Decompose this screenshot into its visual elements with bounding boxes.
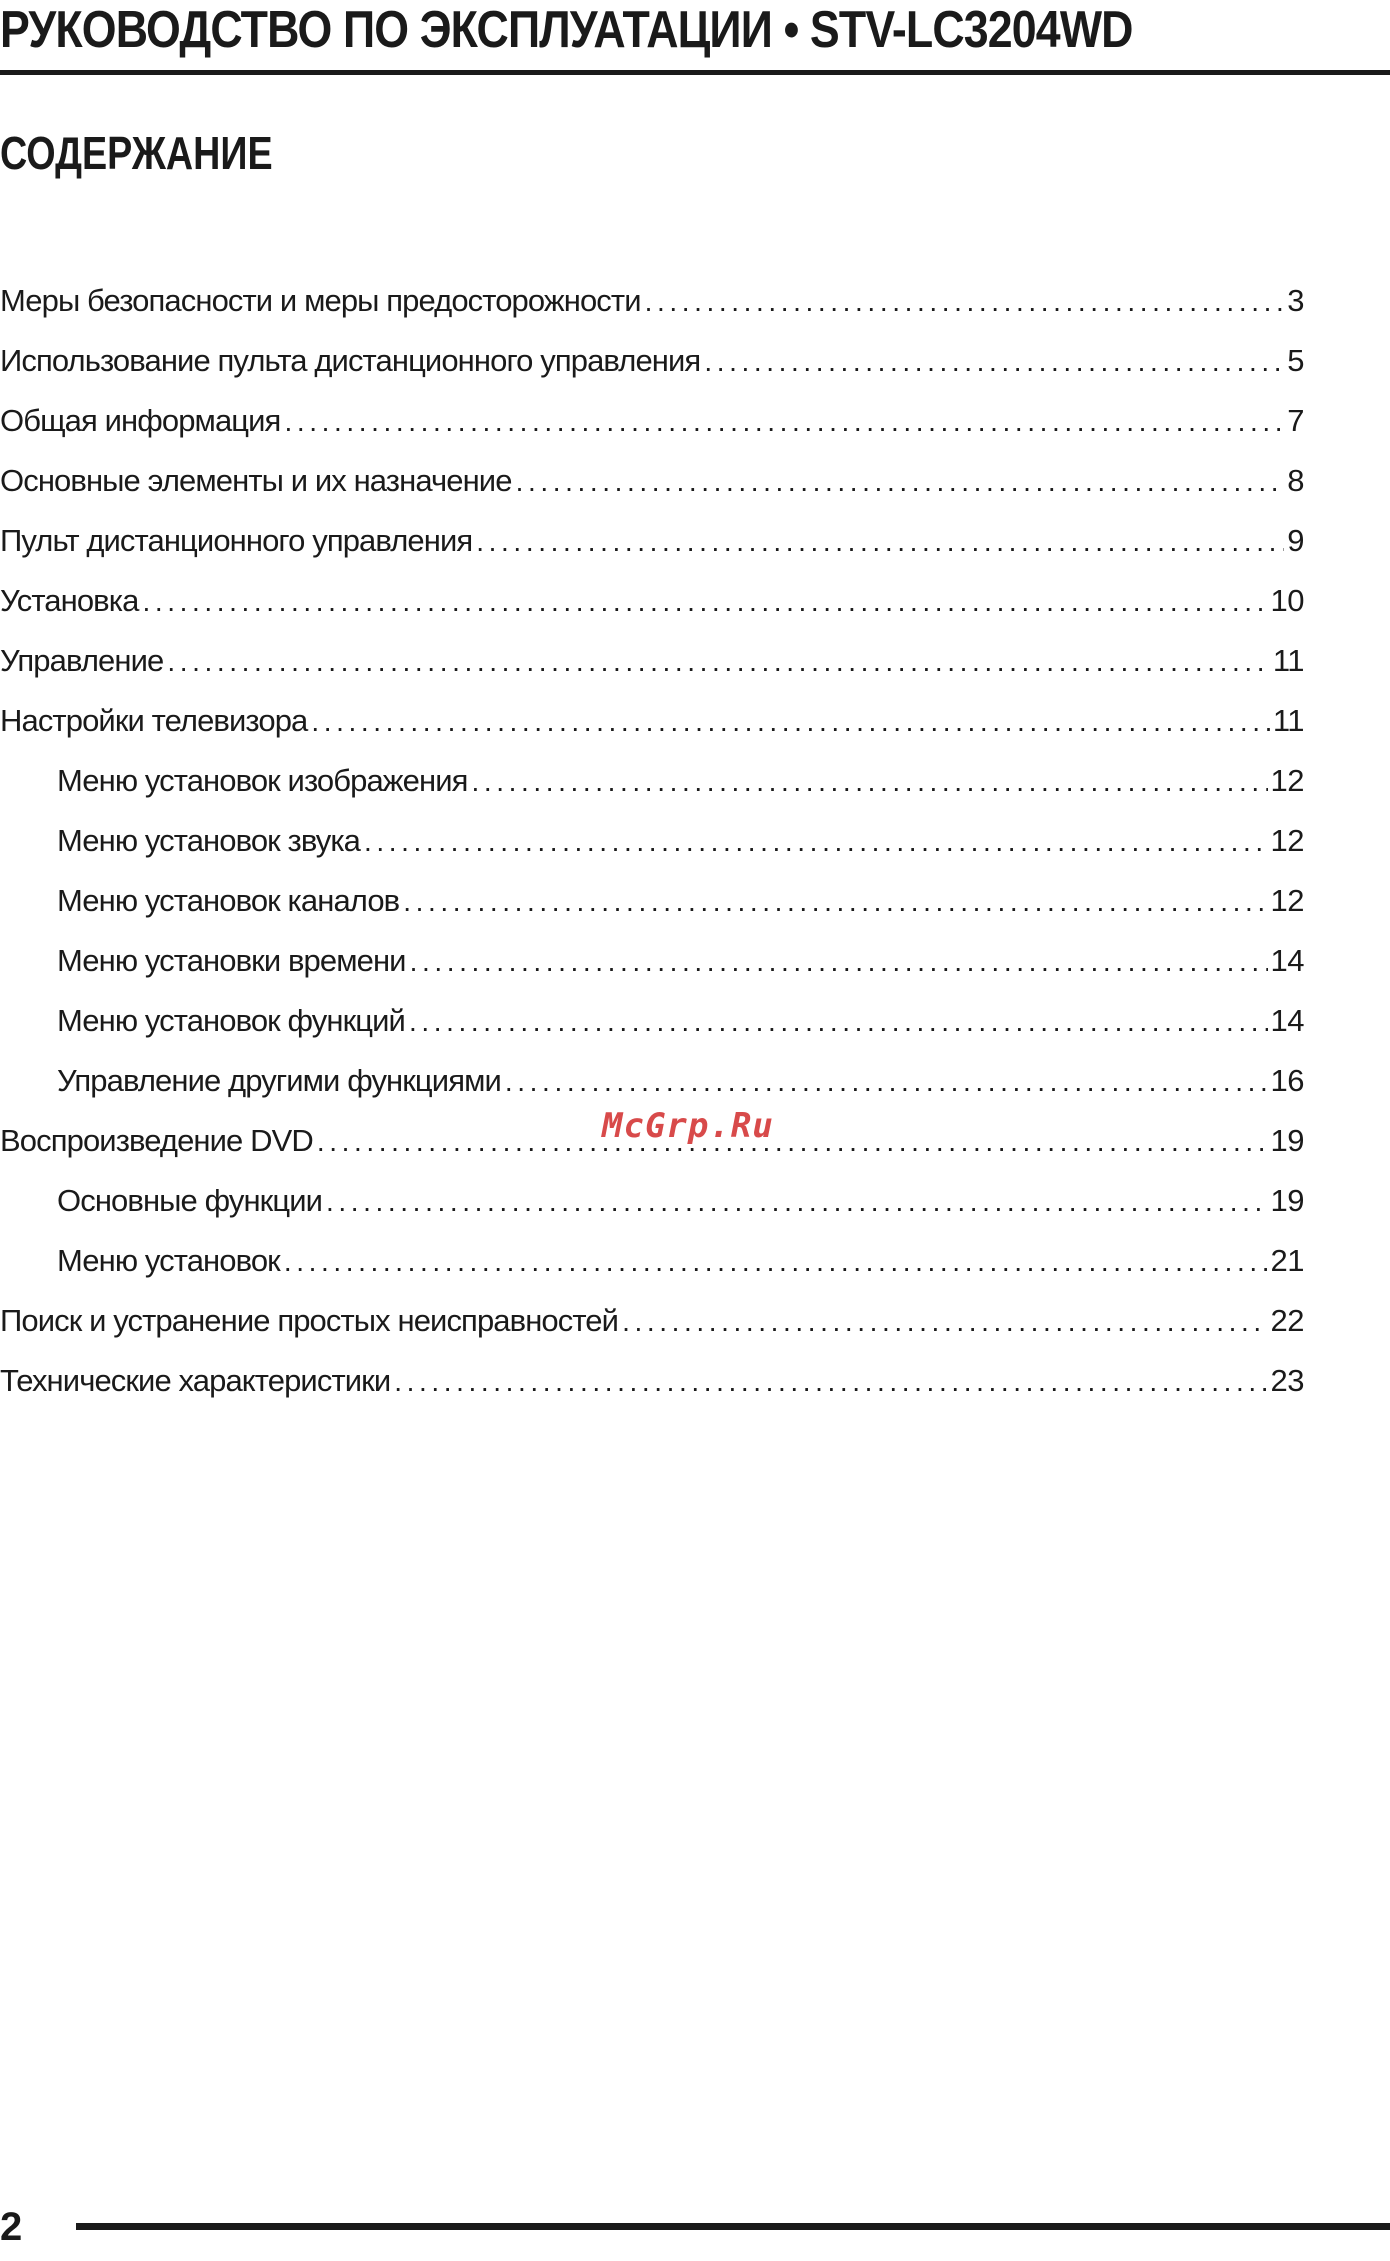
toc-entry-title: Воспроизведение DVD <box>0 1123 313 1158</box>
toc-entry-page: 23 <box>1270 1363 1304 1398</box>
toc-entry[interactable] <box>0 336 1304 386</box>
toc-entry-title: Меню установки времени <box>57 943 406 978</box>
toc-leader-dots <box>516 457 1285 507</box>
toc-entry-page: 12 <box>1270 763 1304 798</box>
toc-entry-title: Меню установок <box>57 1243 280 1278</box>
toc-entry[interactable] <box>0 636 1304 686</box>
toc-entry-title: Управление <box>0 643 164 678</box>
toc-entry-title: Пульт дистанционного управления <box>0 523 473 558</box>
toc-entry-title: Меню установок изображения <box>57 763 468 798</box>
toc-entry[interactable] <box>0 1296 1304 1346</box>
toc-leader-dots <box>326 1177 1267 1227</box>
toc-entry-page: 14 <box>1270 943 1304 978</box>
toc-leader-dots <box>284 1237 1268 1287</box>
toc-leader-dots <box>472 757 1268 807</box>
toc-entry-page: 5 <box>1287 343 1304 378</box>
toc-entry-page: 14 <box>1270 1003 1304 1038</box>
toc-entry-page: 3 <box>1287 283 1304 318</box>
toc-entry-title: Общая информация <box>0 403 281 438</box>
page-number: 2 <box>0 2205 23 2249</box>
toc-leader-dots <box>364 817 1267 867</box>
toc-entry-page: 16 <box>1270 1063 1304 1098</box>
toc-entry-title: Меры безопасности и меры предосторожности <box>0 283 641 318</box>
toc-leader-dots <box>645 277 1285 327</box>
toc-entry-title: Управление другими функциями <box>57 1063 501 1098</box>
toc-entry-page: 22 <box>1270 1303 1304 1338</box>
toc-subentry[interactable] <box>57 816 1304 866</box>
toc-leader-dots <box>311 697 1269 747</box>
toc-entry[interactable] <box>0 1356 1304 1406</box>
toc-leader-dots <box>317 1117 1268 1167</box>
toc-entry-title: Использование пульта дистанционного управления <box>0 343 701 378</box>
toc-leader-dots <box>167 637 1269 687</box>
toc-leader-dots <box>403 877 1267 927</box>
toc-subentry[interactable] <box>57 756 1304 806</box>
toc-entry-title: Поиск и устранение простых неисправностей <box>0 1303 619 1338</box>
toc-leader-dots <box>409 997 1268 1047</box>
toc-entry-page: 7 <box>1287 403 1304 438</box>
toc-subentry[interactable] <box>57 1236 1304 1286</box>
contents-heading: СОДЕРЖАНИЕ <box>0 127 273 179</box>
toc-entry-title: Меню установок каналов <box>57 883 400 918</box>
toc-subentry[interactable] <box>57 996 1304 1046</box>
toc-subentry[interactable] <box>57 936 1304 986</box>
footer-rule <box>76 2223 1390 2230</box>
toc-entry-page: 8 <box>1287 463 1304 498</box>
toc-entry[interactable] <box>0 696 1304 746</box>
toc-entry-page: 11 <box>1272 703 1304 738</box>
toc-subentry[interactable] <box>57 1056 1304 1106</box>
document-header-title: РУКОВОДСТВО ПО ЭКСПЛУАТАЦИИ • STV-LC3204WD <box>0 1 1133 59</box>
toc-leader-dots <box>284 397 1284 447</box>
toc-leader-dots <box>394 1357 1267 1407</box>
toc-entry-page: 9 <box>1287 523 1304 558</box>
toc-entry-title: Технические характеристики <box>0 1363 391 1398</box>
toc-leader-dots <box>704 337 1284 387</box>
toc-leader-dots <box>142 577 1267 627</box>
toc-leader-dots <box>476 517 1284 567</box>
toc-entry-page: 10 <box>1270 583 1304 618</box>
toc-entry-title: Основные функции <box>57 1183 323 1218</box>
toc-entry-title: Меню установок звука <box>57 823 361 858</box>
toc-entry-page: 12 <box>1270 883 1304 918</box>
toc-entry[interactable] <box>0 456 1304 506</box>
toc-entry-title: Установка <box>0 583 139 618</box>
toc-entry[interactable] <box>0 516 1304 566</box>
toc-entry[interactable] <box>0 276 1304 326</box>
toc-entry-page: 11 <box>1272 643 1304 678</box>
header-rule <box>0 70 1390 75</box>
toc-entry-title: Меню установок функций <box>57 1003 405 1038</box>
toc-subentry[interactable] <box>57 1176 1304 1226</box>
toc-entry[interactable] <box>0 576 1304 626</box>
toc-leader-dots <box>622 1297 1267 1347</box>
toc-entry[interactable] <box>0 396 1304 446</box>
watermark: McGrp.Ru <box>602 1106 774 1146</box>
toc-leader-dots <box>505 1057 1268 1107</box>
toc-entry-title: Основные элементы и их назначение <box>0 463 512 498</box>
toc-entry-title: Настройки телевизора <box>0 703 308 738</box>
toc-entry-page: 21 <box>1270 1243 1304 1278</box>
toc-entry-page: 19 <box>1270 1183 1304 1218</box>
toc-leader-dots <box>410 937 1268 987</box>
toc-entry-page: 19 <box>1270 1123 1304 1158</box>
toc-entry-page: 12 <box>1270 823 1304 858</box>
toc-subentry[interactable] <box>57 876 1304 926</box>
